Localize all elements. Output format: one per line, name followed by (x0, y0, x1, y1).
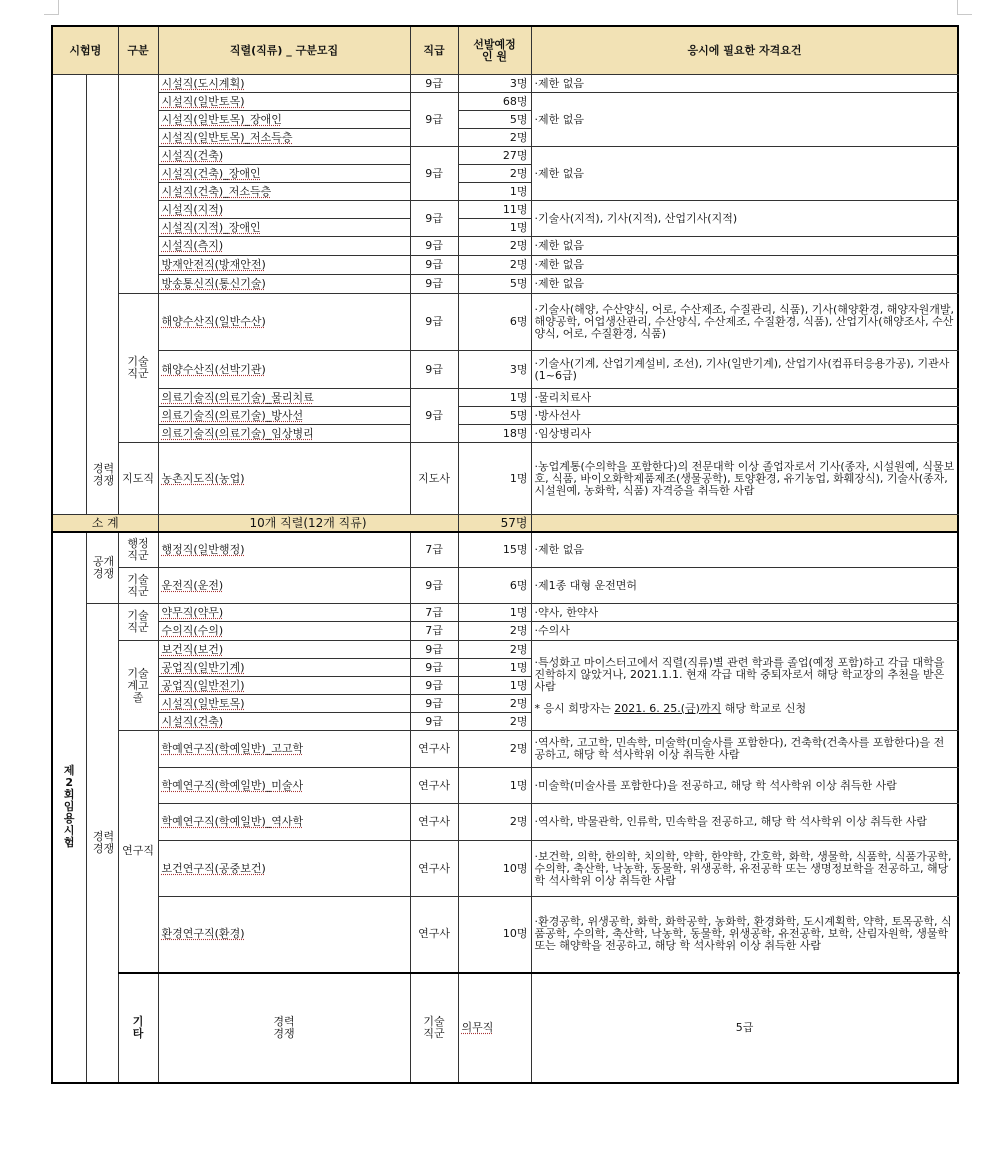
footer-row (52, 973, 958, 1083)
grad-group-cell (118, 641, 158, 731)
job-row: 운전직(운전) (158, 568, 410, 604)
grad-requirement-note (535, 703, 955, 715)
job-row: 의료기술직(의료기술)_방사선 (158, 407, 410, 425)
job-row: 농촌지도직(농업) (158, 443, 410, 515)
job-row: 공업직(일반전기) (158, 677, 410, 695)
requirement-cell: ·미술학(미술사를 포함한다)을 전공하고, 해당 학 석사학위 이상 취득한 사람 (531, 768, 958, 804)
requirement-cell: ·제한 없음 (531, 237, 958, 256)
job-row: 수의직(수의) (158, 622, 410, 641)
quota-cell: 1명 (458, 604, 531, 622)
grade-cell: 연구사 (410, 768, 458, 804)
job-row: 약무직(약무) (158, 604, 410, 622)
job-row: 시설직(일반토목) (158, 93, 410, 111)
requirement-cell: ·제한 없음 (531, 532, 958, 568)
page-corner-mark-right (957, 0, 972, 15)
grade-cell: 9급 (410, 659, 458, 677)
subgroup-tech-label: 기술직군 (127, 355, 149, 380)
job-row: 의료기술직(의료기술)_물리치료 (158, 389, 410, 407)
page-corner-mark-left (44, 0, 59, 15)
job-row: 공업직(일반기계) (158, 659, 410, 677)
requirement-cell: ·기술사(해양, 수산양식, 어로, 수산제조, 수질관리, 식품), 기사(해양환경, 해양자원개발, 해양공학, 어업생산관리, 수산양식, 수산제조, 수질환경, 식품), 산업기사(해양조사, 수산양식, 어로, 수질환경, 식품) (531, 294, 958, 351)
quota-cell: 18명 (458, 425, 531, 443)
requirement-cell: ·기술사(기계, 산업기계설비, 조선), 기사(일반기계), 산업기사(컴퓨터응용가공), 기관사(1~6급) (531, 351, 958, 389)
section2-exam-cell (52, 532, 86, 1083)
requirement-cell: ·제한 없음 (531, 256, 958, 275)
quota-cell: 10명 (458, 897, 531, 973)
quota-cell: 5명 (458, 407, 531, 425)
quota-cell: 1명 (458, 183, 531, 201)
job-row: 해양수산직(선박기관) (158, 351, 410, 389)
quota-cell: 5명 (458, 275, 531, 294)
quota-cell: 1명 (458, 443, 531, 515)
grade-cell: 9급 (410, 294, 458, 351)
admin-group-cell (118, 532, 158, 568)
header-quota-line2: 인 원 (481, 49, 508, 63)
grade-cell: 연구사 (410, 731, 458, 768)
header-quota (458, 26, 531, 75)
tech-group-cell (118, 568, 158, 604)
requirement-cell: ·임상병리사 (531, 425, 958, 443)
quota-cell: 10명 (458, 841, 531, 897)
grade-cell: 9급 (410, 568, 458, 604)
quota-cell: 1명 (458, 659, 531, 677)
grade-cell: 9급 (410, 147, 458, 201)
quota-cell: 6명 (458, 294, 531, 351)
quota-cell: 2명 (458, 129, 531, 147)
grade-cell: 연구사 (410, 897, 458, 973)
admin-group-label: 행정직군 (127, 536, 149, 562)
requirement-cell: ·약사, 한약사 (531, 604, 958, 622)
header-exam: 시험명 (52, 26, 118, 75)
footer-group-cell (410, 973, 458, 1083)
grade-cell: 9급 (410, 237, 458, 256)
job-row: 시설직(측지) (158, 237, 410, 256)
quota-cell: 6명 (458, 568, 531, 604)
quota-cell: 2명 (458, 695, 531, 713)
quota-cell: 1명 (458, 219, 531, 237)
grade-cell: 7급 (410, 604, 458, 622)
job-row: 시설직(건축)_장애인 (158, 165, 410, 183)
quota-cell: 3명 (458, 75, 531, 93)
job-row: 시설직(건축)_저소득층 (158, 183, 410, 201)
open-category-label: 공개경쟁 (92, 554, 115, 580)
recruitment-table (51, 25, 959, 1084)
job-row: 시설직(일반토목)_장애인 (158, 111, 410, 129)
grade-cell: 9급 (410, 677, 458, 695)
grade-cell: 7급 (410, 532, 458, 568)
quota-cell: 3명 (458, 351, 531, 389)
requirement-cell: ·물리치료사 (531, 389, 958, 407)
quota-cell: 2명 (458, 237, 531, 256)
subtotal-label: 소 계 (52, 515, 158, 532)
grad-note-date: 2021. 6. 25.(금)까지 (614, 701, 722, 715)
job-row: 학예연구직(학예일반)_미술사 (158, 768, 410, 804)
section1-subgroup-empty (118, 75, 158, 294)
footer-category-cell (158, 973, 410, 1083)
job-row: 시설직(건축) (158, 147, 410, 165)
job-row: 보건직(보건) (158, 641, 410, 659)
requirement-cell: ·보건학, 의학, 한의학, 치의학, 약학, 한약학, 간호학, 화학, 생물학, 식품학, 식품가공학, 수의학, 축산학, 낙농학, 동물학, 위생공학, 유전공학 또는 생명정보학을 전공하고, 해당 학 석사학위 이상 취득한 사람 (531, 841, 958, 897)
section1-category-label: 경력경쟁 (92, 461, 115, 487)
tech-group2-label: 기술직군 (127, 609, 149, 634)
quota-cell: 2명 (458, 713, 531, 731)
job-row: 시설직(도시계획) (158, 75, 410, 93)
quota-cell: 11명 (458, 201, 531, 219)
header-category: 구분 (118, 26, 158, 75)
header-grade: 직급 (410, 26, 458, 75)
requirement-cell: ·수의사 (531, 622, 958, 641)
grad-group-label: 기술계고졸 (127, 666, 149, 704)
job-row: 보건연구직(공중보건) (158, 841, 410, 897)
grad-note-suffix: 해당 학교로 신청 (721, 701, 807, 715)
footer-job: 의무직 (458, 973, 531, 1083)
grade-cell: 9급 (410, 75, 458, 93)
footer-category-label: 경력경쟁 (273, 1014, 295, 1040)
grade-cell: 9급 (410, 201, 458, 237)
grade-cell: 지도사 (410, 443, 458, 515)
grade-cell: 9급 (410, 641, 458, 659)
footer-grade: 5급 (531, 973, 958, 1083)
job-row: 시설직(지적)_장애인 (158, 219, 410, 237)
grade-cell: 9급 (410, 256, 458, 275)
open-category-cell (86, 532, 118, 604)
requirement-cell: ·제한 없음 (531, 75, 958, 93)
subtotal-quota: 57명 (458, 515, 531, 532)
requirement-cell: ·제1종 대형 운전면허 (531, 568, 958, 604)
job-row: 행정직(일반행정) (158, 532, 410, 568)
job-row: 시설직(건축) (158, 713, 410, 731)
requirement-cell: ·제한 없음 (531, 275, 958, 294)
quota-cell: 2명 (458, 165, 531, 183)
job-row: 학예연구직(학예일반)_고고학 (158, 731, 410, 768)
grade-cell: 9급 (410, 93, 458, 147)
job-row: 방송통신직(통신기술) (158, 275, 410, 294)
requirement-cell: ·환경공학, 위생공학, 화학, 화학공학, 농화학, 환경화학, 도시계획학, 약학, 토목공학, 식품공학, 수의학, 축산학, 낙농학, 동물학, 위생공학, 유전공학, 보학, 산림자원학, 생물학 또는 해양학을 전공하고, 해당 학 석사학위 이상 취득한 사람 (531, 897, 958, 973)
header-row (52, 26, 958, 75)
job-row: 환경연구직(환경) (158, 897, 410, 973)
section1-exam-cell (52, 75, 86, 515)
quota-cell: 2명 (458, 641, 531, 659)
header-job: 직렬(직류) _ 구분모집 (158, 26, 410, 75)
requirement-cell: ·농업계통(수의학을 포함한다)의 전문대학 이상 졸업자로서 기사(종자, 시설원예, 식물보호, 식품, 바이오화학제품제조(생물공학), 토양환경, 유기농업, 화훼장식), 기술사(종자, 시설원예, 농화학, 식품) 자격증을 취득한 사람 (531, 443, 958, 515)
job-row: 시설직(일반토목)_저소득층 (158, 129, 410, 147)
grade-cell: 9급 (410, 695, 458, 713)
requirement-cell: ·역사학, 고고학, 민속학, 미술학(미술사를 포함한다), 건축학(건축사를 포함한다)을 전공하고, 해당 학 석사학위 이상 취득한 사람 (531, 731, 958, 768)
section2-exam-title: 제2회 임용시험 (63, 764, 75, 849)
requirement-cell: ·제한 없음 (531, 93, 958, 147)
research-group-cell: 연구직 (118, 731, 158, 973)
career-category-label: 경력경쟁 (92, 829, 115, 855)
grade-cell: 연구사 (410, 841, 458, 897)
job-row: 시설직(일반토목) (158, 695, 410, 713)
quota-cell: 2명 (458, 731, 531, 768)
grade-cell: 9급 (410, 713, 458, 731)
grade-cell: 9급 (410, 275, 458, 294)
footer-exam-cell (118, 973, 158, 1083)
section1-category-cell (86, 75, 118, 515)
quota-cell: 2명 (458, 804, 531, 841)
footer-exam-label: 기타 (132, 1014, 144, 1040)
grade-cell: 연구사 (410, 804, 458, 841)
grad-requirement-cell (531, 641, 958, 731)
quota-cell: 68명 (458, 93, 531, 111)
job-row: 학예연구직(학예일반)_역사학 (158, 804, 410, 841)
job-row: 해양수산직(일반수산) (158, 294, 410, 351)
quota-cell: 15명 (458, 532, 531, 568)
quota-cell: 1명 (458, 389, 531, 407)
grade-cell: 9급 (410, 389, 458, 443)
header-requirements: 응시에 필요한 자격요건 (531, 26, 958, 75)
footer-group-label: 기술직군 (423, 1014, 445, 1040)
quota-cell: 2명 (458, 256, 531, 275)
quota-cell: 1명 (458, 768, 531, 804)
requirement-cell: ·방사선사 (531, 407, 958, 425)
tech-group-label: 기술직군 (127, 572, 149, 598)
job-row: 시설직(지적) (158, 201, 410, 219)
requirement-cell: ·역사학, 박물관학, 인류학, 민속학을 전공하고, 해당 학 석사학위 이상 취득한 사람 (531, 804, 958, 841)
quota-cell: 27명 (458, 147, 531, 165)
header-quota-line1: 선발예정 (473, 37, 516, 51)
grade-cell: 7급 (410, 622, 458, 641)
tech-group2-cell (118, 604, 158, 641)
grad-requirement-text: ·특성화고 마이스터고에서 직렬(직류)별 관련 학과를 졸업(예정 포함)하고 각급 대학을 진학하지 않았거나, 2021.1.1. 현재 각급 대학 중퇴자로서 해당 학교장의 추천을 받은 사람 (534, 655, 945, 693)
subtotal-jobs: 10개 직렬(12개 직류) (158, 515, 458, 532)
quota-cell: 5명 (458, 111, 531, 129)
quota-cell: 1명 (458, 677, 531, 695)
requirement-cell: ·기술사(지적), 기사(지적), 산업기사(지적) (531, 201, 958, 237)
subtotal-empty (531, 515, 958, 532)
subgroup-guide-cell: 지도직 (118, 443, 158, 515)
grad-note-prefix: * 응시 희망자는 (534, 701, 615, 715)
grade-cell: 9급 (410, 351, 458, 389)
subgroup-tech-cell (118, 294, 158, 443)
subtotal-row (52, 515, 958, 532)
requirement-cell: ·제한 없음 (531, 147, 958, 201)
career-category-cell (86, 604, 118, 1083)
job-row: 의료기술직(의료기술)_임상병리 (158, 425, 410, 443)
job-row: 방재안전직(방재안전) (158, 256, 410, 275)
quota-cell: 2명 (458, 622, 531, 641)
